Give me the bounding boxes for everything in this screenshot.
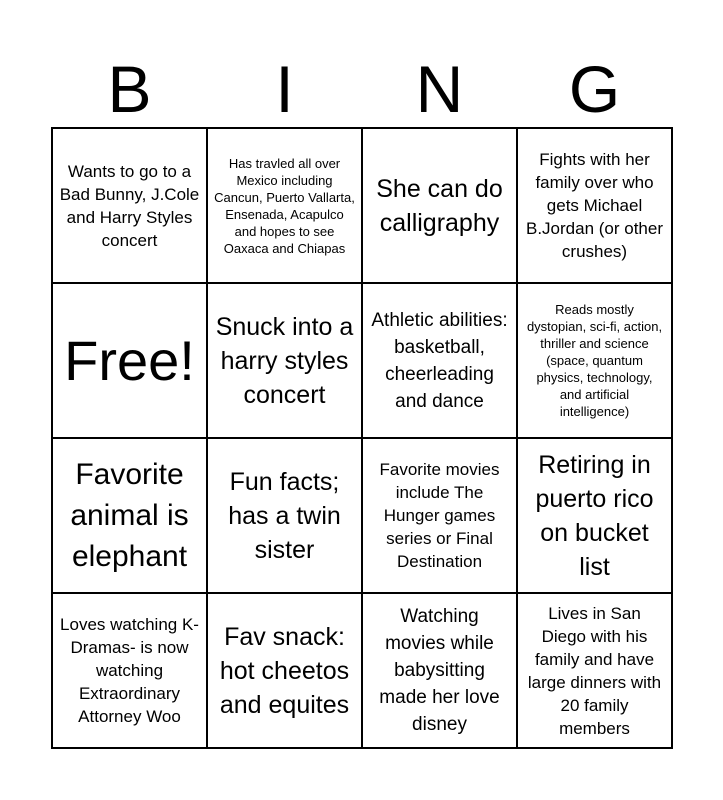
cell-text: Fav snack: hot cheetos and equites	[219, 622, 350, 719]
free-text: Free!	[64, 328, 195, 392]
header-letter-i: I	[275, 52, 294, 126]
cell-text: Snuck into a harry styles concert	[215, 312, 354, 409]
cell-text: Favorite movies include The Hunger games series or Final Destination	[379, 460, 500, 571]
cell-text: Wants to go to a Bad Bunny, J.Cole and Harry Styles concert	[59, 161, 200, 250]
bingo-cell[interactable]	[208, 594, 363, 749]
bingo-grid	[51, 127, 673, 749]
bingo-cell[interactable]	[53, 594, 208, 749]
cell-text: Fights with her family over who gets Michael B.Jordan (or other crushes)	[525, 150, 663, 261]
cell-text: Reads mostly dystopian, sci-fi, action, thriller and science (space, quantum physics, technology, and artificial intelligence)	[526, 302, 663, 419]
bingo-cell[interactable]	[208, 129, 363, 284]
cell-text: Loves watching K-Dramas- is now watching Extraordinary Attorney Woo	[60, 615, 199, 726]
bingo-cell[interactable]	[363, 439, 518, 594]
bingo-cell[interactable]	[363, 594, 518, 749]
bingo-cell[interactable]	[53, 129, 208, 284]
bingo-cell[interactable]	[363, 129, 518, 284]
cell-text: Retiring in puerto rico on bucket list	[535, 450, 654, 581]
bingo-cell[interactable]	[208, 284, 363, 439]
free-cell[interactable]	[53, 284, 208, 439]
header-letter-n: N	[415, 52, 464, 126]
cell-text: Watching movies while babysitting made her love disney	[379, 606, 500, 735]
header-letter-b: B	[107, 52, 152, 126]
bingo-cell[interactable]	[518, 284, 673, 439]
cell-text: Fun facts; has a twin sister	[228, 467, 341, 564]
cell-text: Lives in San Diego with his family and have large dinners with 20 family members	[527, 603, 662, 738]
bingo-cell[interactable]	[518, 594, 673, 749]
bingo-cell[interactable]	[208, 439, 363, 594]
cell-text: She can do calligraphy	[376, 174, 503, 237]
bingo-cell[interactable]	[518, 129, 673, 284]
header-letter-g: G	[568, 52, 621, 126]
bingo-cell[interactable]	[518, 439, 673, 594]
bingo-header	[52, 50, 672, 128]
cell-text: Has travled all over Mexico including Cancun, Puerto Vallarta, Ensenada, Acapulco and hopes to see Oaxaca and Chiapas	[214, 155, 355, 256]
cell-text: Athletic abilities: basketball, cheerleading and dance	[371, 309, 508, 412]
cell-text: Favorite animal is elephant	[70, 458, 189, 573]
bingo-cell[interactable]	[363, 284, 518, 439]
bingo-cell[interactable]	[53, 439, 208, 594]
